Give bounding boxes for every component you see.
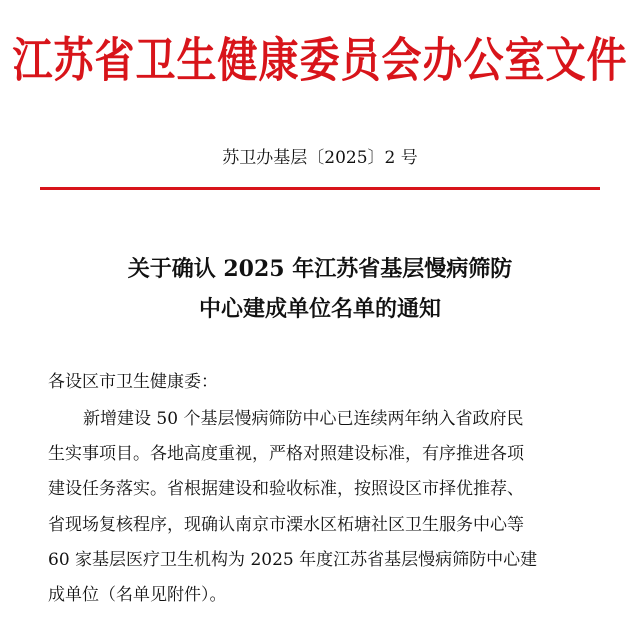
notice-title-line-2: 中心建成单位名单的通知	[198, 296, 441, 322]
red-separator-line	[40, 187, 600, 190]
notice-title	[0, 249, 640, 329]
body-line-6: 成单位（名单见附件）。	[48, 584, 227, 605]
issuing-authority-title: 江苏省卫生健康委员会办公室文件	[12, 34, 628, 89]
body-line-2: 生实事项目。各地高度重视，严格对照建设标准，有序推进各项	[48, 444, 524, 465]
document-number: 苏卫办基层〔2025〕2 号	[222, 148, 418, 168]
body-paragraph	[48, 402, 608, 613]
body-line-4: 省现场复核程序，现确认南京市溧水区柘塘社区卫生服务中心等	[48, 514, 524, 535]
salutation: 各设区市卫生健康委：	[48, 372, 218, 392]
body-line-3: 建设任务落实。省根据建设和验收标准，按照设区市择优推荐、	[48, 479, 524, 500]
body-line-1: 新增建设 50 个基层慢病筛防中心已连续两年纳入省政府民	[83, 409, 524, 429]
notice-title-line-1: 关于确认 2025 年江苏省基层慢病筛防	[127, 256, 513, 282]
body-line-5: 60 家基层医疗卫生机构为 2025 年度江苏省基层慢病筛防中心建	[48, 549, 538, 570]
